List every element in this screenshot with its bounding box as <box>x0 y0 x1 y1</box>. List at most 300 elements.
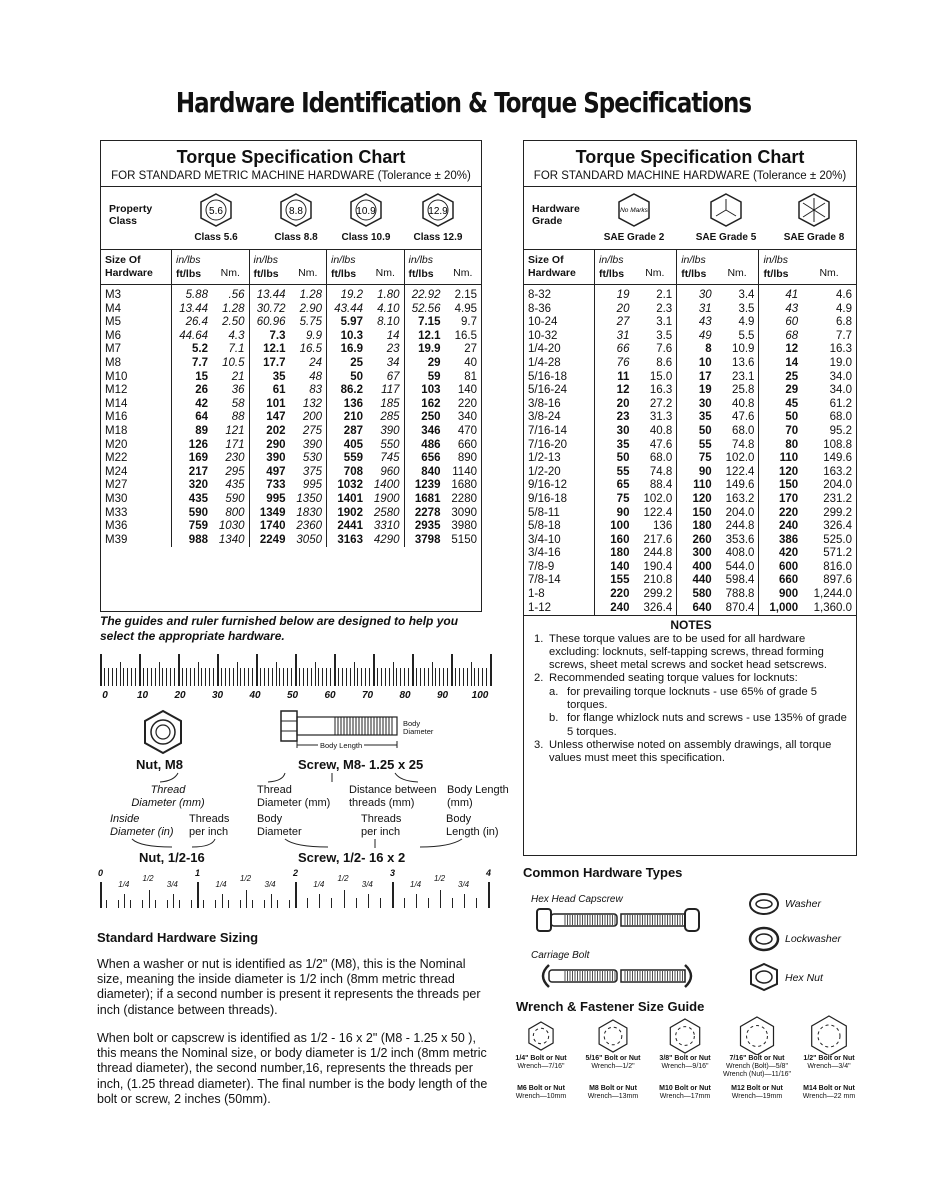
ruler-tick <box>217 654 219 686</box>
value-cell: 30 <box>677 398 716 412</box>
nut-half-inch-label: Nut, 1/2-16 <box>139 850 205 865</box>
value-cell: 1140 <box>452 465 477 478</box>
value-cell: 708 <box>327 466 367 480</box>
value-cell: 16.3 <box>649 384 673 397</box>
ruler-tick <box>271 894 272 908</box>
bolt-size-label: 1/2" Bolt or Nut <box>803 1055 855 1062</box>
value-cell: 544.0 <box>725 560 755 573</box>
size-cell: 5/8-11 <box>524 507 595 521</box>
ruler-tick <box>307 668 308 686</box>
size-cell: M4 <box>101 303 172 317</box>
ruler-tick <box>404 668 405 686</box>
value-cell: 1,000 <box>759 602 802 616</box>
value-cell: 25 <box>759 371 802 385</box>
value-cell: 660 <box>759 574 802 588</box>
size-cell: 1/2-13 <box>524 452 595 466</box>
value-cell: 65 <box>595 479 634 493</box>
grade-label: SAE Grade 5 <box>695 232 757 243</box>
value-cell: 4.10 <box>377 302 400 315</box>
value-cell: 47.6 <box>649 438 673 451</box>
value-cell: 220 <box>457 397 477 410</box>
callout-brackets-inch <box>130 838 480 850</box>
ruler-tick <box>443 668 444 686</box>
value-cell: 43 <box>759 303 802 317</box>
ruler-tick <box>463 668 464 686</box>
ruler-tick <box>396 668 397 686</box>
ruler-tick <box>130 900 131 908</box>
wrench-size-label: Wrench—1/2" <box>591 1063 635 1070</box>
ruler-tick <box>299 668 300 686</box>
value-cell: 2.15 <box>454 289 477 301</box>
size-cell: M6 <box>101 330 172 344</box>
table-row <box>524 357 856 371</box>
value-cell: 163.2 <box>823 465 852 478</box>
ruler-tick <box>100 882 102 908</box>
value-cell: 75 <box>595 493 634 507</box>
unit-header <box>404 250 444 285</box>
ruler-tick <box>260 668 261 686</box>
ruler-tick <box>229 668 230 686</box>
value-cell: 74.8 <box>732 438 755 451</box>
value-cell: 217 <box>172 466 212 480</box>
value-cell: 210.8 <box>643 574 673 587</box>
threads-per-inch-label-2: Threads per inch <box>361 813 402 838</box>
value-cell: 9.9 <box>306 329 322 342</box>
value-cell: 68.0 <box>732 424 755 437</box>
value-cell: 15 <box>172 371 212 385</box>
property-class-1 <box>261 193 331 243</box>
value-cell: 22.92 <box>404 285 444 303</box>
value-cell: 10.9 <box>732 343 755 356</box>
value-cell: 200 <box>302 411 322 424</box>
value-cell: 68.0 <box>649 452 673 465</box>
size-cell: 3/8-24 <box>524 411 595 425</box>
unit-header <box>759 250 802 285</box>
value-cell: 7.1 <box>228 343 245 356</box>
note-3-text: Unless otherwise noted on assembly drawings, all torque values must meet this specification. <box>549 738 832 765</box>
ruler-tick <box>428 668 429 686</box>
value-cell: 204.0 <box>725 506 755 519</box>
value-cell: 497 <box>249 466 289 480</box>
note-2b-number: b. <box>549 712 559 725</box>
ruler-tick <box>428 898 429 908</box>
table-row <box>101 316 481 330</box>
value-cell: 60 <box>759 316 802 330</box>
class-label: Class 12.9 <box>413 232 463 243</box>
value-cell: 83 <box>309 384 322 397</box>
ruler-tick <box>476 898 477 908</box>
fraction-label: 1/4 <box>118 880 130 889</box>
ruler-label: 90 <box>436 690 449 701</box>
table-row <box>101 439 481 453</box>
value-cell: 14 <box>759 357 802 371</box>
value-cell: 788.8 <box>725 588 755 601</box>
value-cell: 1350 <box>296 492 322 505</box>
value-cell: 2278 <box>404 507 444 521</box>
table-row <box>101 520 481 534</box>
size-cell: 8-32 <box>524 285 595 303</box>
value-cell: 1.80 <box>377 289 400 301</box>
ruler-tick <box>194 668 195 686</box>
size-cell: 9/16-18 <box>524 493 595 507</box>
inch-label: 4 <box>486 868 492 878</box>
value-cell: 55 <box>677 439 716 453</box>
metric-torque-chart <box>100 140 482 612</box>
table-row <box>101 285 481 303</box>
inch-ruler <box>98 868 492 908</box>
value-cell: 34 <box>386 356 400 369</box>
size-cell: 10-32 <box>524 330 595 344</box>
size-cell: M12 <box>101 384 172 398</box>
value-cell: 5.75 <box>299 316 322 329</box>
ruler-tick <box>276 662 277 686</box>
value-cell: 340 <box>457 411 477 424</box>
bolt-size-label: 3/8" Bolt or Nut <box>659 1055 711 1062</box>
value-cell: 3980 <box>451 520 477 533</box>
value-cell: 11 <box>595 371 634 385</box>
value-cell: 435 <box>225 479 245 492</box>
ruler-tick <box>221 668 222 686</box>
unit-inlbs: in/lbs <box>408 254 434 266</box>
ruler-label: 80 <box>399 690 411 701</box>
size-cell: 3/4-16 <box>524 547 595 561</box>
fraction-label: 1/4 <box>313 880 325 889</box>
value-cell: 140 <box>457 384 477 397</box>
size-cell: 7/16-14 <box>524 425 595 439</box>
value-cell: 90 <box>595 507 634 521</box>
value-cell: 190.4 <box>643 560 673 573</box>
ruler-tick <box>237 662 238 686</box>
value-cell: 14 <box>386 329 400 342</box>
value-cell: 29 <box>404 357 444 371</box>
value-cell: 40.8 <box>732 397 755 410</box>
unit-inlbs: in/lbs <box>253 254 279 266</box>
class-mark-icon <box>421 193 455 227</box>
metric-chart-subtitle: FOR STANDARD METRIC MACHINE HARDWARE (Tolerance ± 20%) <box>101 168 481 187</box>
unit-inlbs: in/lbs <box>599 254 624 266</box>
ruler-tick <box>377 668 378 686</box>
value-cell: 1349 <box>249 507 289 521</box>
ruler-label: 40 <box>249 690 261 701</box>
value-cell: 17 <box>677 371 716 385</box>
value-cell: 5.2 <box>172 343 212 357</box>
value-cell: 7.7 <box>172 357 212 371</box>
value-cell: 30 <box>595 425 634 439</box>
ruler-tick <box>289 900 290 908</box>
grade-label: SAE Grade 8 <box>783 232 845 243</box>
value-cell: 16.3 <box>829 343 852 356</box>
unit-nm: Nm. <box>645 267 665 279</box>
wrench-size-item <box>721 1015 793 1100</box>
value-cell: 30 <box>677 285 716 303</box>
value-cell: 29 <box>759 384 802 398</box>
value-cell: 3798 <box>404 534 444 548</box>
class-mark-icon <box>279 193 313 227</box>
inch-label: 0 <box>98 868 104 878</box>
value-cell: 390 <box>249 452 289 466</box>
value-cell: 45 <box>759 398 802 412</box>
unit-nm: Nm. <box>375 267 395 279</box>
value-cell: 2.50 <box>222 316 245 329</box>
value-cell: 20 <box>595 303 634 317</box>
ruler-tick <box>455 668 456 686</box>
value-cell: 90 <box>677 466 716 480</box>
note-1 <box>534 633 848 673</box>
grade-1 <box>688 193 764 243</box>
value-cell: 1830 <box>296 506 322 519</box>
value-cell: 220 <box>595 588 634 602</box>
value-cell: .56 <box>228 289 245 301</box>
size-cell: 1/2-20 <box>524 466 595 480</box>
size-cell: 1/4-20 <box>524 343 595 357</box>
table-row <box>101 466 481 480</box>
value-cell: 326.4 <box>823 520 852 533</box>
washer-icon <box>748 892 780 916</box>
ruler-tick <box>178 654 180 686</box>
ruler-tick <box>203 900 204 908</box>
value-cell: 640 <box>677 602 716 616</box>
table-row <box>524 534 856 548</box>
ruler-tick <box>174 668 175 686</box>
unit-ftlbs: ft/lbs <box>408 267 434 280</box>
value-cell: 70 <box>759 425 802 439</box>
value-cell: 162 <box>404 398 444 412</box>
class-mark-text: 10.9 <box>356 206 376 217</box>
table-row <box>524 398 856 412</box>
ruler-tick <box>139 654 141 686</box>
ruler-tick <box>279 668 280 686</box>
value-cell: 5.88 <box>172 285 212 303</box>
table-row <box>524 479 856 493</box>
distance-between-threads-label: Distance between threads (mm) <box>349 784 437 809</box>
value-cell: 19.9 <box>404 343 444 357</box>
ruler-tick <box>170 668 171 686</box>
ruler-tick <box>205 668 206 686</box>
ruler-tick <box>435 668 436 686</box>
table-row <box>101 452 481 466</box>
ruler-tick <box>252 668 253 686</box>
ruler-tick <box>303 668 304 686</box>
value-cell: 126 <box>172 439 212 453</box>
value-cell: 250 <box>404 411 444 425</box>
hardware-grade-row <box>524 187 856 250</box>
value-cell: 12 <box>759 343 802 357</box>
size-cell: 9/16-12 <box>524 479 595 493</box>
note-2a-number: a. <box>549 685 559 698</box>
fraction-label: 3/4 <box>264 880 276 889</box>
fraction-label: 1/2 <box>337 874 349 883</box>
ruler-tick <box>474 668 475 686</box>
metric-bolt-label: M14 Bolt or Nut <box>803 1085 855 1092</box>
value-cell: 240 <box>595 602 634 616</box>
value-cell: 55 <box>595 466 634 480</box>
washer-label: Washer <box>785 898 821 910</box>
unit-header <box>249 250 289 285</box>
value-cell: 435 <box>172 493 212 507</box>
value-cell: 9.7 <box>461 316 477 329</box>
unit-inlbs: in/lbs <box>176 254 201 266</box>
sae-size-header: Size Of Hardware <box>524 250 595 285</box>
ruler-tick <box>124 894 125 908</box>
wrench-size-item <box>649 1015 721 1100</box>
ruler-tick <box>447 668 448 686</box>
ruler-tick <box>392 882 394 908</box>
size-cell: 7/16-20 <box>524 439 595 453</box>
value-cell: 149.6 <box>725 479 755 492</box>
screw-half-inch-label: Screw, 1/2- 16 x 2 <box>298 850 406 865</box>
ruler-tick <box>155 668 156 686</box>
ruler-tick <box>244 668 245 686</box>
thread-diameter-mm-label-2: Thread Diameter (mm) <box>257 784 331 809</box>
value-cell: 88 <box>231 411 245 424</box>
table-row <box>101 384 481 398</box>
table-row <box>524 547 856 561</box>
value-cell: 103 <box>404 384 444 398</box>
ruler-label: 20 <box>174 690 186 701</box>
value-cell: 6.8 <box>836 316 852 329</box>
metric-bolt-label: M12 Bolt or Nut <box>731 1085 783 1092</box>
value-cell: 995 <box>249 493 289 507</box>
ruler-tick <box>240 900 241 908</box>
ruler-tick <box>120 662 121 686</box>
body-diameter-label: Body Diameter <box>403 719 434 736</box>
value-cell: 1681 <box>404 493 444 507</box>
ruler-label: 30 <box>211 690 224 701</box>
ruler-tick <box>315 662 316 686</box>
value-cell: 8.10 <box>377 316 400 329</box>
value-cell: 2280 <box>451 492 477 505</box>
table-row <box>101 425 481 439</box>
common-hardware-title: Common Hardware Types <box>523 865 683 880</box>
ruler-tick <box>393 662 394 686</box>
unit-nm: Nm. <box>727 267 747 279</box>
nut-m8-label: Nut, M8 <box>136 757 183 772</box>
value-cell: 163.2 <box>725 492 755 505</box>
value-cell: 110 <box>677 479 716 493</box>
ruler-tick <box>166 668 167 686</box>
class-mark-icon <box>349 193 383 227</box>
hex-capscrew-label: Hex Head Capscrew <box>531 894 623 905</box>
sae-chart-subtitle: FOR STANDARD MACHINE HARDWARE (Tolerance ± 20%) <box>524 168 856 187</box>
ruler-label: 60 <box>324 690 336 701</box>
value-cell: 61.2 <box>829 397 852 410</box>
ruler-tick <box>283 668 284 686</box>
value-cell: 76 <box>595 357 634 371</box>
metric-wrench-label: Wrench—22 mm <box>802 1093 856 1100</box>
unit-ftlbs: ft/lbs <box>331 267 357 280</box>
value-cell: 285 <box>380 411 400 424</box>
guides-caption: The guides and ruler furnished below are designed to help you select the appropriate hardware. <box>100 614 459 643</box>
property-class-2 <box>331 193 401 243</box>
value-cell: 275 <box>302 424 322 437</box>
value-cell: 21 <box>231 370 245 383</box>
ruler-tick <box>246 890 247 908</box>
ruler-tick <box>179 900 180 908</box>
value-cell: 470 <box>457 424 477 437</box>
ruler-tick <box>365 668 366 686</box>
value-cell: 346 <box>404 425 444 439</box>
value-cell: 1032 <box>327 479 367 493</box>
value-cell: 2935 <box>404 520 444 534</box>
value-cell: 102.0 <box>725 452 755 465</box>
table-row <box>524 316 856 330</box>
value-cell: 550 <box>380 438 400 451</box>
body-diameter-label-2: Body Diameter <box>257 813 302 838</box>
ruler-tick <box>197 882 199 908</box>
value-cell: 27.2 <box>649 397 673 410</box>
value-cell: 290 <box>249 439 289 453</box>
body-length-in-label: Body Length (in) <box>446 813 499 838</box>
wrench-guide-title: Wrench & Fastener Size Guide <box>516 999 705 1014</box>
unit-ftlbs: ft/lbs <box>763 267 789 280</box>
value-cell: 108.8 <box>823 438 852 451</box>
ruler-tick <box>215 900 216 908</box>
class-mark-text: 8.8 <box>289 206 303 217</box>
size-cell: 1-8 <box>524 588 595 602</box>
property-class-0 <box>181 193 251 243</box>
value-cell: 1340 <box>218 533 245 546</box>
value-cell: 149.6 <box>823 452 852 465</box>
ruler-tick <box>404 898 405 908</box>
ruler-tick <box>369 668 370 686</box>
value-cell: 4.9 <box>738 316 755 329</box>
value-cell: 405 <box>327 439 367 453</box>
value-cell: 50 <box>759 411 802 425</box>
ruler-tick <box>452 898 453 908</box>
class-mark-text: 12.9 <box>428 206 448 217</box>
ruler-tick <box>424 668 425 686</box>
hex-size-icon <box>735 1015 779 1055</box>
note-3 <box>534 739 848 766</box>
value-cell: 58 <box>231 397 245 410</box>
value-cell: 16.9 <box>327 343 367 357</box>
value-cell: 1740 <box>249 520 289 534</box>
value-cell: 36 <box>231 384 245 397</box>
value-cell: 960 <box>380 465 400 478</box>
value-cell: 23 <box>595 411 634 425</box>
value-cell: 155 <box>595 574 634 588</box>
value-cell: 660 <box>457 438 477 451</box>
metric-wrench-label: Wrench—10mm <box>515 1093 567 1100</box>
value-cell: 19 <box>677 384 716 398</box>
hex-nut-icon <box>748 962 780 992</box>
value-cell: 210 <box>327 411 367 425</box>
ruler-tick <box>190 668 191 686</box>
value-cell: 121 <box>225 424 245 437</box>
value-cell: 988 <box>172 534 212 548</box>
size-cell: 3/4-10 <box>524 534 595 548</box>
grade-2 <box>776 193 852 243</box>
ruler-tick <box>151 668 152 686</box>
value-cell: 44.64 <box>172 330 212 344</box>
table-row <box>524 574 856 588</box>
ruler-tick <box>264 668 265 686</box>
wrench-size-grid <box>505 1015 865 1115</box>
table-row <box>101 493 481 507</box>
fraction-label: 3/4 <box>166 880 178 889</box>
value-cell: 60.96 <box>249 316 289 330</box>
size-cell: M7 <box>101 343 172 357</box>
value-cell: 15.0 <box>649 370 673 383</box>
ruler-tick <box>167 900 168 908</box>
ruler-tick <box>400 668 401 686</box>
value-cell: 816.0 <box>823 560 852 573</box>
sizing-paragraph-2: When bolt or capscrew is identified as 1/2 - 16 x 2" (M8 - 1.25 x 50 ), this means the Nominal size, or body diameter is 1/2 inch (8mm metric thread diameter), the second number,16, represents the threads per inch, (1.25 thread diameter). The final number is the body length of the bolt or screw, 2 inches (50mm). <box>97 1031 488 1106</box>
unit-ftlbs: ft/lbs <box>599 267 625 280</box>
table-row <box>524 439 856 453</box>
value-cell: 43 <box>677 316 716 330</box>
value-cell: 202 <box>249 425 289 439</box>
